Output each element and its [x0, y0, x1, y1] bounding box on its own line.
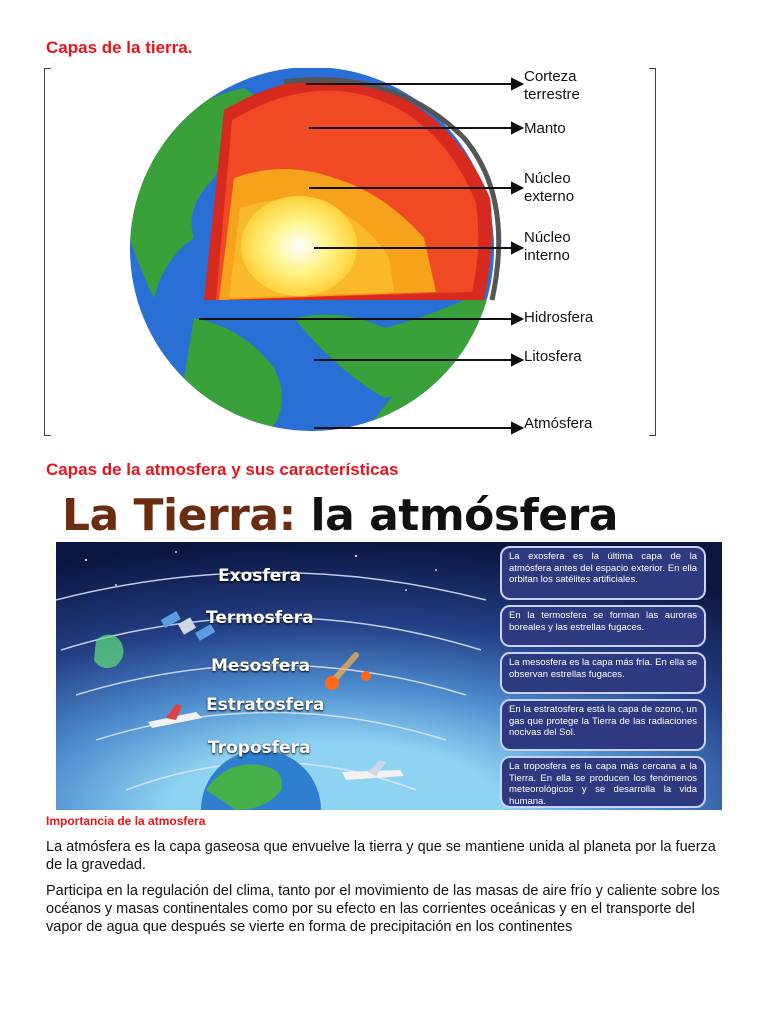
label-litosfera: Litosfera — [524, 348, 582, 365]
infographic-title-part1: La Tierra: — [62, 490, 296, 541]
layer-termosfera: Termosfera — [206, 608, 314, 628]
infographic-title — [62, 490, 618, 542]
info-box-estratosfera: En la estratosfera está la capa de ozono, un gas que protege la Tierra de las radiaciones nocivas del Sol. — [500, 699, 706, 751]
info-box-mesosfera: La mesosfera es la capa más fría. En ella se observan estrellas fugaces. — [500, 652, 706, 694]
layer-exosfera: Exosfera — [218, 566, 302, 586]
atmosphere-infographic — [56, 490, 722, 810]
info-box-termosfera: En la termosfera se forman las auroras boreales y las estrellas fugaces. — [500, 605, 706, 647]
info-box-exosfera: La exosfera es la última capa de la atmósfera antes del espacio exterior. En ella orbitan los satélites artificiales. — [500, 546, 706, 600]
layer-estratosfera: Estratosfera — [206, 695, 325, 715]
label-hidrosfera: Hidrosfera — [524, 309, 594, 326]
layer-mesosfera: Mesosfera — [211, 656, 311, 676]
infographic-title-band — [56, 490, 722, 542]
section-title-earth-layers: Capas de la tierra. — [46, 38, 193, 57]
label-atmosfera: Atmósfera — [524, 415, 593, 432]
info-box-troposfera: La troposfera es la capa más cercana a la Tierra. En ella se producen los fenómenos meteorológicos y se desarrolla la vida humana. — [500, 756, 706, 808]
label-nucleo-externo: Núcleo externo — [524, 170, 575, 205]
layer-troposfera: Troposfera — [208, 738, 311, 758]
label-corteza: Corteza terrestre — [524, 68, 580, 103]
inner-core — [241, 196, 357, 296]
section-title-atmosphere-layers: Capas de la atmosfera y sus características — [46, 460, 399, 479]
label-manto: Manto — [524, 120, 566, 137]
label-nucleo-interno: Núcleo interno — [524, 229, 571, 264]
earth-layers-figure — [44, 68, 656, 436]
paragraph-climate-role: Participa en la regulación del clima, tanto por el movimiento de las masas de aire frío y caliente sobre los océanos y masas continentales como por su efecto en las corrientes oceánicas y en el transporte del vapor de agua que después se vierte en forma de precipitación en los continentes — [46, 883, 720, 935]
section-title-importance: Importancia de la atmosfera — [46, 814, 206, 828]
paragraph-definition: La atmósfera es la capa gaseosa que envuelve la tierra y que se mantiene unida al planeta por la fuerza de la gravedad. — [46, 839, 716, 873]
infographic-title-part2: la atmósfera — [310, 490, 618, 541]
